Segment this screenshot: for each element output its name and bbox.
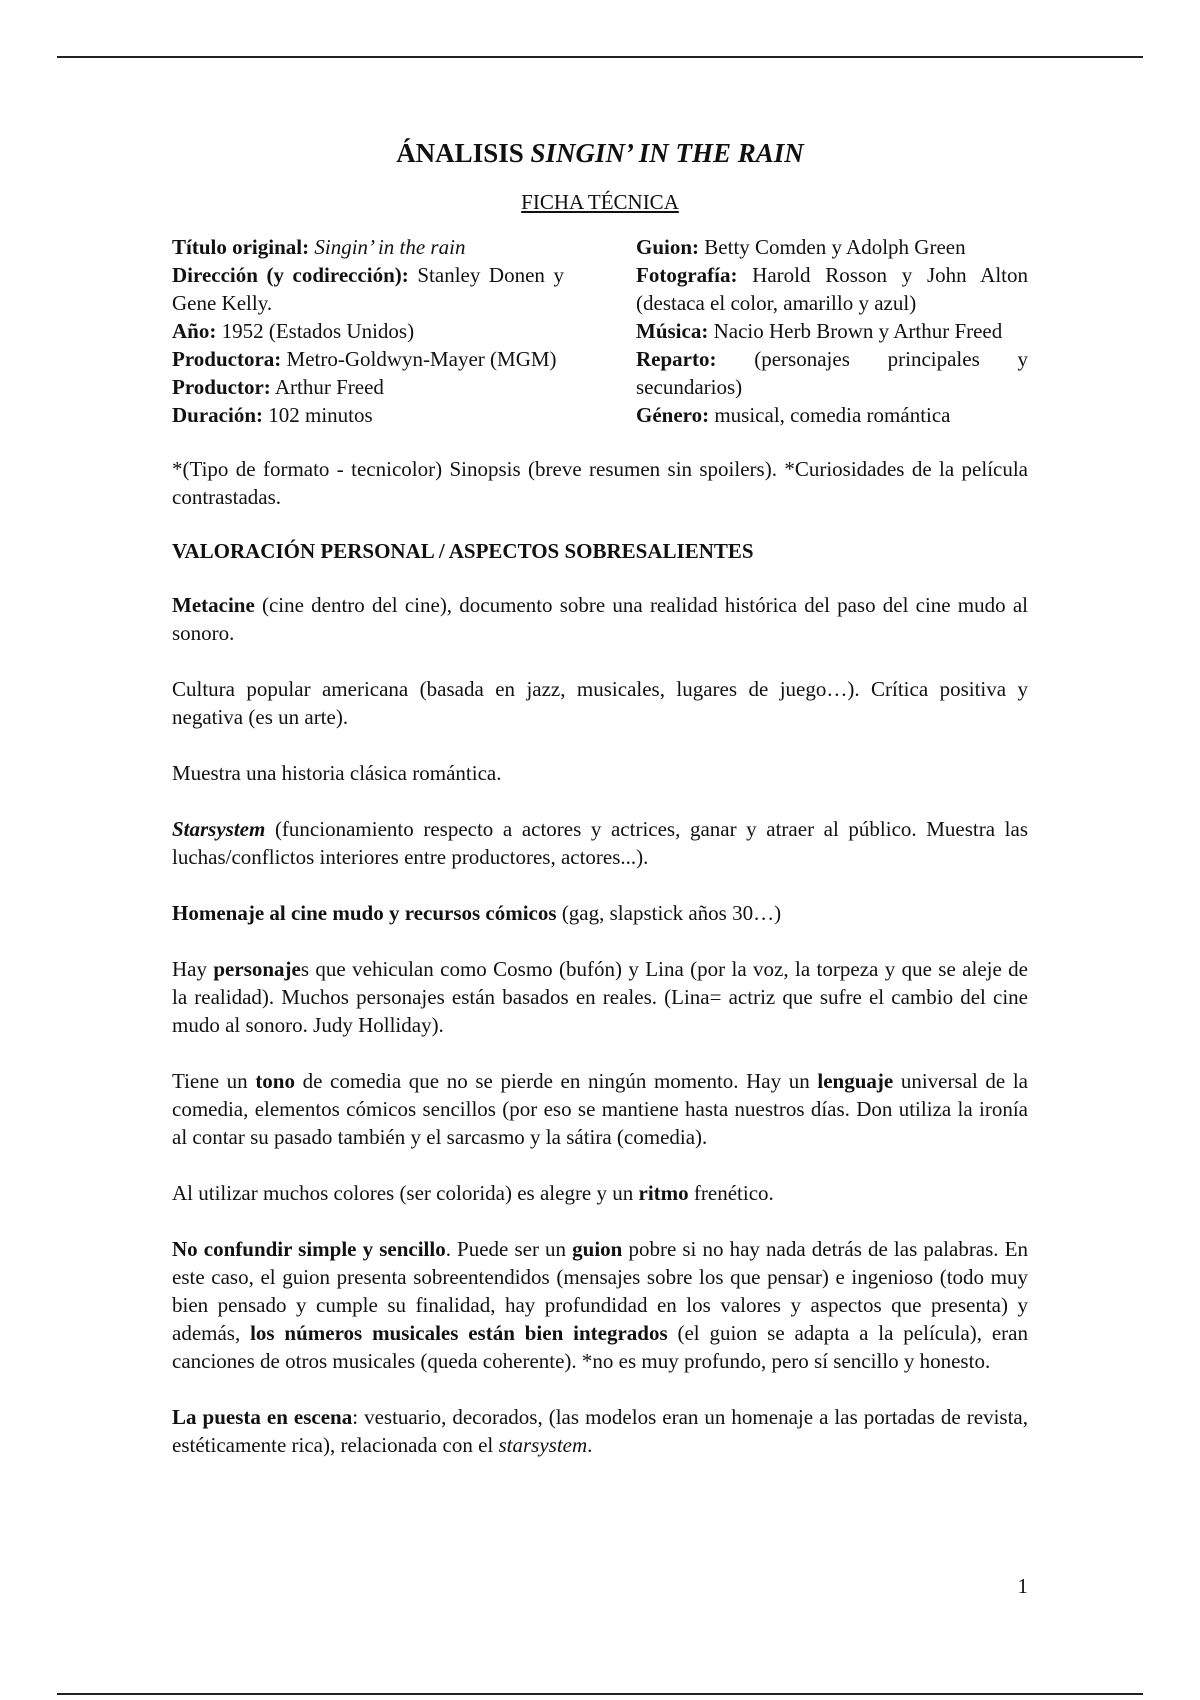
ficha-titulo: Título original: Singin’ in the rain <box>172 235 466 259</box>
ficha-duracion: Duración: 102 minutos <box>172 403 373 427</box>
ficha-fotografia: Fotografía: Harold Rosson y John Alton (destaca el color, amarillo y azul) <box>636 263 1028 315</box>
ficha-guion: Guion: Betty Comden y Adolph Green <box>636 235 966 259</box>
ficha-reparto: Reparto: (personajes principales y secundarios) <box>636 347 1028 399</box>
paragraph-metacine: Metacine (cine dentro del cine), documento sobre una realidad histórica del paso del cine mudo al sonoro. <box>172 593 1028 645</box>
ficha-musica: Música: Nacio Herb Brown y Arthur Freed <box>636 319 1003 343</box>
paragraph-starsystem: Starsystem (funcionamiento respecto a actores y actrices, ganar y atraer al público. Muestra las luchas/conflictos interiores entre productores, actores...). <box>172 817 1028 869</box>
document-body <box>172 136 1028 1459</box>
ficha-genero: Género: musical, comedia romántica <box>636 403 951 427</box>
page-number: 1 <box>1017 1574 1028 1598</box>
ficha-direccion: Dirección (y codirección): Stanley Donen y Gene Kelly. <box>172 263 564 315</box>
paragraph-cultura: Cultura popular americana (basada en jazz, musicales, lugares de juego…). Crítica positiva y negativa (es un arte). <box>172 677 1028 729</box>
section-heading: VALORACIÓN PERSONAL / ASPECTOS SOBRESALIENTES <box>172 539 754 563</box>
ficha-anio: Año: 1952 (Estados Unidos) <box>172 319 415 343</box>
ficha-productora: Productora: Metro-Goldwyn-Mayer (MGM) <box>172 347 557 371</box>
film-title: SINGIN’ IN THE RAIN <box>530 138 804 168</box>
paragraph-puesta-en-escena: La puesta en escena: vestuario, decorados, (las modelos eran un homenaje a las portadas de revista, estéticamente rica), relacionada con el starsystem. <box>172 1405 1028 1457</box>
paragraph-ritmo: Al utilizar muchos colores (ser colorida) es alegre y un ritmo frenético. <box>172 1181 774 1205</box>
format-note: *(Tipo de formato - tecnicolor) Sinopsis (breve resumen sin spoilers). *Curiosidades de la película contrastadas. <box>172 457 1028 509</box>
ficha-left-column <box>172 233 564 429</box>
ficha-tecnica <box>172 233 1028 429</box>
paragraph-historia: Muestra una historia clásica romántica. <box>172 761 502 785</box>
footer-rule <box>57 1693 1143 1695</box>
paragraph-tono: Tiene un tono de comedia que no se pierde en ningún momento. Hay un lenguaje universal de la comedia, elementos cómicos sencillos (por eso se mantiene hasta nuestros días. Don utiliza la ironía al contar su pasado también y el sarcasmo y la sátira (comedia). <box>172 1069 1029 1149</box>
section-subtitle: FICHA TÉCNICA <box>521 190 679 214</box>
ficha-right-column <box>636 233 1028 429</box>
document-title: ÁNALISIS SINGIN’ IN THE RAIN <box>396 138 804 168</box>
paragraph-personajes: Hay personajes que vehiculan como Cosmo (bufón) y Lina (por la voz, la torpeza y que se aleje de la realidad). Muchos personajes están basados en reales. (Lina= actriz que sufre el cambio del cine mudo al sonoro. Judy Holliday). <box>172 957 1028 1037</box>
ficha-productor: Productor: Arthur Freed <box>172 375 384 399</box>
paragraph-homenaje: Homenaje al cine mudo y recursos cómicos (gag, slapstick años 30…) <box>172 901 782 925</box>
paragraph-guion: No confundir simple y sencillo. Puede ser un guion pobre si no hay nada detrás de las palabras. En este caso, el guion presenta sobreentendidos (mensajes sobre los que pensar) e ingenioso (todo muy bien pensado y cumple su finalidad, hay profundidad en los valores y aspectos que presenta) y además, los números musicales están bien integrados (el guion se adapta a la película), eran canciones de otros musicales (queda coherente). *no es muy profundo, pero sí sencillo y honesto. <box>172 1237 1028 1373</box>
header-rule <box>57 56 1143 58</box>
